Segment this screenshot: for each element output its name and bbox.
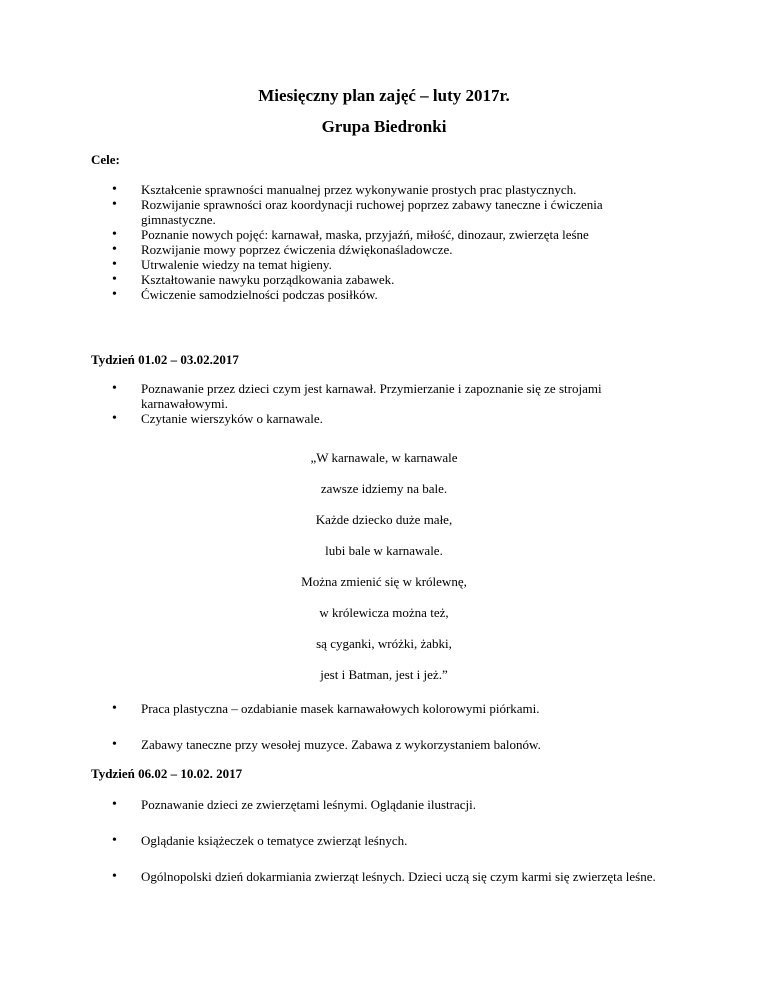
list-item: • Kształcenie sprawności manualnej przez wykonywanie prostych prac plastycznych. (112, 182, 672, 197)
poem-line: są cyganki, wróżki, żabki, (316, 636, 452, 651)
list-item: • Zabawy taneczne przy wesołej muzyce. Zabawa z wykorzystaniem balonów. (112, 737, 672, 752)
list-item: • Rozwijanie mowy poprzez ćwiczenia dźwiękonaśladowcze. (112, 242, 672, 257)
list-item: • Utrwalenie wiedzy na temat higieny. (112, 257, 672, 272)
poem-line: Można zmienić się w królewnę, (301, 574, 467, 589)
list-item: • Ćwiczenie samodzielności podczas posiłków. (112, 287, 672, 302)
list-item: • Poznawanie dzieci ze zwierzętami leśnymi. Oglądanie ilustracji. (112, 797, 672, 812)
week1-list-continued (112, 701, 672, 773)
week2-list (112, 797, 672, 905)
poem-line: zawsze idziemy na bale. (320, 481, 448, 496)
list-item: • Praca plastyczna – ozdabianie masek karnawałowych kolorowymi piórkami. (112, 701, 672, 716)
poem (0, 450, 768, 698)
list-item: • Poznawanie przez dzieci czym jest karnawał. Przymierzanie i zapoznanie się ze strojami karnawałowymi. (112, 381, 672, 411)
week1-heading: Tydzień 01.02 – 03.02.2017 (91, 352, 239, 367)
poem-line: „W karnawale, w karnawale (310, 450, 458, 465)
poem-line: lubi bale w karnawale. (325, 543, 443, 558)
poem-line: Każde dziecko duże małe, (315, 512, 453, 527)
week1-list (112, 381, 672, 426)
list-item: • Ogólnopolski dzień dokarmiania zwierząt leśnych. Dzieci uczą się czym karmi się zwierzęta leśne. (112, 869, 672, 884)
goals-heading: Cele: (91, 152, 120, 167)
week2-heading: Tydzień 06.02 – 10.02. 2017 (91, 766, 243, 781)
list-item: • Poznanie nowych pojęć: karnawał, maska, przyjaźń, miłość, dinozaur, zwierzęta leśne (112, 227, 672, 242)
goals-list (112, 182, 672, 302)
list-item: • Kształtowanie nawyku porządkowania zabawek. (112, 272, 672, 287)
list-item: • Czytanie wierszyków o karnawale. (112, 411, 672, 426)
group-name: Grupa Biedronki (321, 117, 447, 136)
page-title: Miesięczny plan zajęć – luty 2017r. (258, 86, 510, 105)
list-item: • Rozwijanie sprawności oraz koordynacji ruchowej poprzez zabawy taneczne i ćwiczenia gimnastyczne. (112, 197, 672, 227)
list-item: • Oglądanie książeczek o tematyce zwierząt leśnych. (112, 833, 672, 848)
poem-line: jest i Batman, jest i jeż.” (320, 667, 448, 682)
poem-line: w królewicza można też, (319, 605, 449, 620)
